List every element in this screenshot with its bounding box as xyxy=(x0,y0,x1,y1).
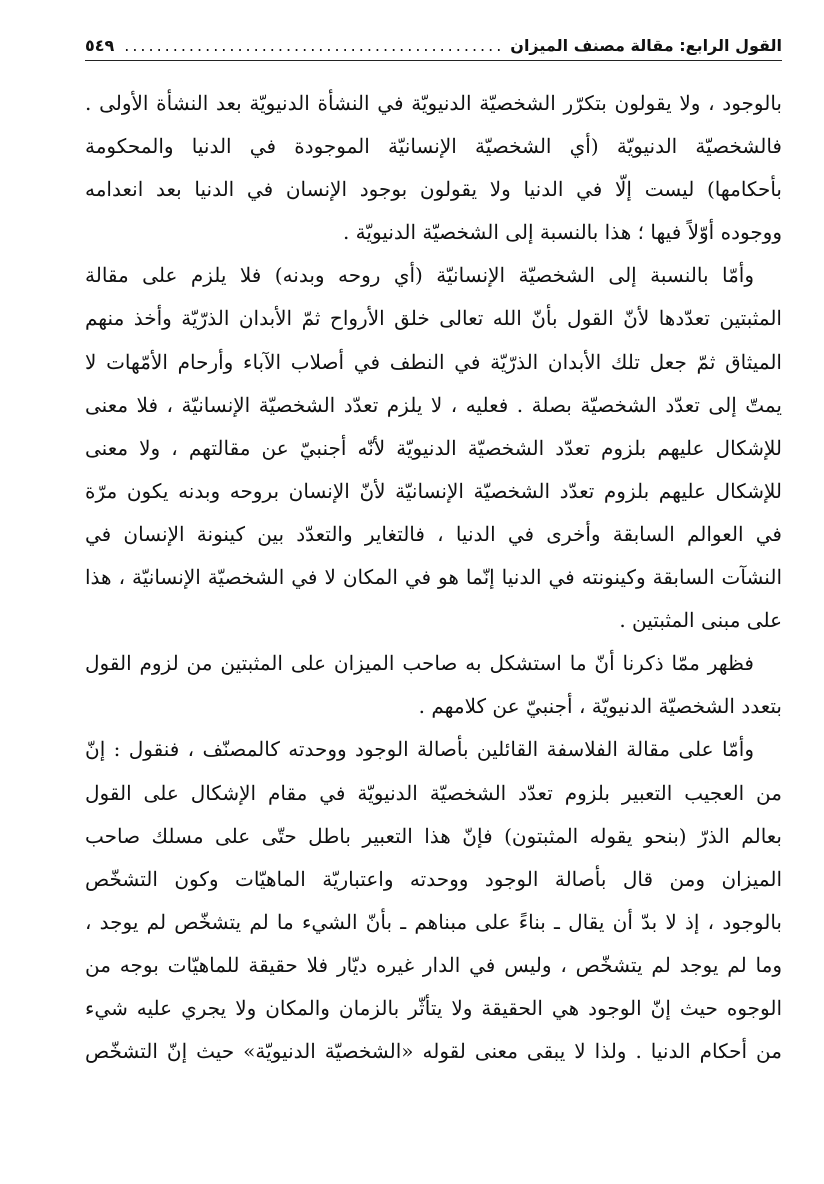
text-line: وما لم يوجد لم يتشخّص ، وليس في الدار غيره ديّار فلا حقيقة للماهيّات بوجه من xyxy=(85,952,782,977)
text-line: بتعدد الشخصيّة الدنيويّة ، أجنبيّ عن كلامهم . xyxy=(418,694,782,719)
text-line: وأمّا على مقالة الفلاسفة القائلين بأصالة الوجود ووحدته كالمصنّف ، فنقول : إنّ xyxy=(85,737,754,762)
paragraph xyxy=(85,82,782,254)
running-header xyxy=(85,30,782,61)
text-line: بالوجود ، ولا يقولون بتكرّر الشخصيّة الدنيويّة في النشأة الدنيويّة بعد النشأة الأولى . xyxy=(85,91,782,115)
text-line: من العجيب التعبير بلزوم تعدّد الشخصيّة الدنيويّة في مقام الإشكال على القول xyxy=(85,780,782,805)
text-line: يمتّ إلى تعدّد الشخصيّة بصلة . فعليه ، لا يلزم تعدّد الشخصيّة الإنسانيّة ، فلا معنى xyxy=(85,392,782,417)
leader-dots xyxy=(120,36,504,55)
text-line: من أحكام الدنيا . ولذا لا يبقى معنى لقوله «الشخصيّة الدنيويّة» حيث إنّ التشخّص xyxy=(85,1039,782,1064)
text-line: فظهر ممّا ذكرنا أنّ ما استشكل به صاحب الميزان على المثبتين من لزوم القول xyxy=(85,651,754,676)
text-line: فالشخصيّة الدنيويّة (أي الشخصيّة الإنسانيّة الموجودة في الدنيا والمحكومة xyxy=(85,134,782,159)
text-line: الميثاق ثمّ جعل تلك الأبدان الذرّيّة في النطف في أصلاب الآباء وأرحام الأمّهات لا xyxy=(85,349,782,374)
text-line: بعالم الذرّ (بنحو يقوله المثبتون) فإنّ هذا التعبير باطل حتّى على مسلك صاحب xyxy=(85,823,782,848)
text-line: بالوجود ، إذ لا بدّ أن يقال ـ بناءً على مبناهم ـ بأنّ الشيء ما لم يتشخّص لم يوجد ، xyxy=(85,909,782,934)
text-line: بأحكامها) ليست إلّا في الدنيا ولا يقولون بوجود الإنسان في الدنيا بعد انعدامه xyxy=(85,177,782,202)
chapter-title: القول الرابع: مقالة مصنف الميزان xyxy=(510,35,782,55)
paragraph xyxy=(85,254,782,642)
text-line: للإشكال عليهم بلزوم تعدّد الشخصيّة الدنيويّة لأنّه أجنبيّ عن مقالتهم ، ولا معنى xyxy=(85,435,782,460)
page-number: ٥٤٩ xyxy=(85,35,115,55)
text-line: الوجوه حيث إنّ الوجود هي الحقيقة ولا يتأثّر بالزمان والمكان ولا يجري عليه شيء xyxy=(85,995,782,1020)
text-line: المثبتين تعدّدها لأنّ القول بأنّ الله تعالى خلق الأرواح ثمّ الأبدان الذرّيّة وأخذ منهم xyxy=(85,306,782,331)
paragraph xyxy=(85,642,782,728)
paragraph xyxy=(85,728,782,1073)
text-line: في العوالم السابقة وأخرى في الدنيا ، فالتغاير والتعدّد بين كينونة الإنسان في xyxy=(85,521,782,546)
text-line: وأمّا بالنسبة إلى الشخصيّة الإنسانيّة (أي روحه وبدنه) فلا يلزم على مقالة xyxy=(85,263,754,288)
text-line: ووجوده أوّلاً فيها ؛ هذا بالنسبة إلى الشخصيّة الدنيويّة . xyxy=(342,220,782,245)
text-line: النشآت السابقة وكينونته في الدنيا إنّما هو في المكان لا في الشخصيّة الإنسانيّة ، هذا xyxy=(85,565,782,590)
text-line: للإشكال عليهم بلزوم تعدّد الشخصيّة الإنسانيّة لأنّ الإنسان بروحه وبدنه يكون مرّة xyxy=(85,478,782,503)
page-body xyxy=(85,82,782,1073)
text-line: على مبنى المثبتين . xyxy=(619,608,782,633)
text-line: الميزان ومن قال بأصالة الوجود ووحدته واعتباريّة الماهيّات وكون التشخّص xyxy=(85,866,782,891)
